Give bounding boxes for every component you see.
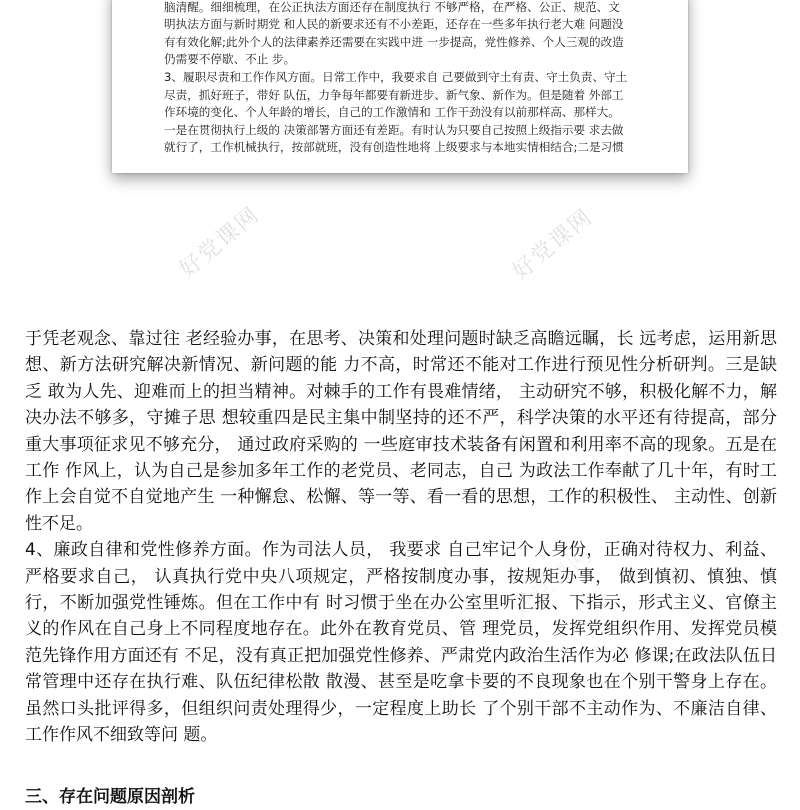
- body-paragraph: 4、廉政自律和党性修养方面。作为司法人员， 我要求 自己牢记个人身份，正确对待权力、利益、严格要求自己， 认真执行党中央八项规定，严格按制度办事，按规矩办事， 做到慎初、慎独、慎行，不断加强党性锤炼。但在工作中有 时习惯于坐在办公室里听汇报、下指示，形式主义、官僚主 义的作风在自己身上不同程度地存在。此外在教育党员、管 理党员，发挥党组织作用、发挥党员模范先锋作用方面还有 不足，没有真正把加强党性修养、严肃党内政治生活作为必 修课;在政法队伍日常管理中还存在执行难、队伍纪律松散 散漫、甚至是吃拿卡要的不良现象也在个别干警身上存在。 虽然口头批评得多，但组织问责处理得少，一定程度上助长 了个别干部不主动作为、不廉洁自律、工作作风不细致等问 题。: [25, 540, 777, 746]
- preview-line: 有有效化解;此外个人的法律素养还需要在实践中进 一步提高，党性修养、个人三观的改造: [164, 34, 624, 49]
- preview-line: 脑清醒。细细梳理，在公正执法方面还存在制度执行 不够严格，在严格、公正、规范、文: [164, 0, 620, 14]
- preview-text-block: [164, 0, 654, 157]
- preview-line: 3、履职尽责和工作作风方面。日常工作中，我要求自 己要做到守土有责、守土负责、守土: [164, 69, 628, 84]
- preview-line: 作环境的变化、个人年龄的增长，自己的工作激情和 工作干劲没有以前那样高、那样大。: [164, 105, 620, 120]
- document-body: [25, 326, 777, 749]
- preview-line: 尽责，抓好班子，带好 队伍，力争每年都要有新进步、新气象、新作为。但是随着 外部工: [164, 87, 624, 102]
- document-preview-card: [112, 0, 688, 173]
- preview-line: 就行了，工作机械执行，按部就班，没有创造性地将 上级要求与本地实情相结合;二是习惯: [164, 140, 624, 155]
- watermark: 好党课网: [175, 202, 265, 283]
- watermark: 好党课网: [508, 542, 598, 623]
- preview-line: 仍需要不停歇、不止 步。: [164, 52, 296, 67]
- watermark: 好党课网: [508, 204, 598, 285]
- body-paragraph: 于凭老观念、靠过往 老经验办事，在思考、决策和处理问题时缺乏高瞻远瞩，长 远考虑，运用新思想、新方法研究解决新情况、新问题的能 力不高，时常还不能对工作进行预见性分析研判。三是缺乏 敢为人先、迎难而上的担当精神。对棘手的工作有畏难情绪， 主动研究不够，积极化解不力，解决办法不够多，守摊子思 想较重四是民主集中制坚持的还不严，科学决策的水平还有待提高，部分重大事项征求见不够充分， 通过政府采购的 一些庭审技术装备有闲置和利用率不高的现象。五是在工作 作风上，认为自己是参加多年工作的老党员、老同志，自己 为政法工作奉献了几十年，有时工作上会自觉不自觉地产生 一种懈怠、松懈、等一等、看一看的思想，工作的积极性、 主动性、创新性不足。: [25, 329, 777, 534]
- section-heading: 三、存在问题原因剖析: [25, 787, 195, 807]
- preview-line: 明执法方面与新时期党 和人民的新要求还有不小差距，还存在一些多年执行老大难 问题没: [164, 17, 624, 32]
- preview-line: 一是在贯彻执行上级的 决策部署方面还有差距。有时认为只要自己按照上级指示要 求去做: [164, 122, 624, 137]
